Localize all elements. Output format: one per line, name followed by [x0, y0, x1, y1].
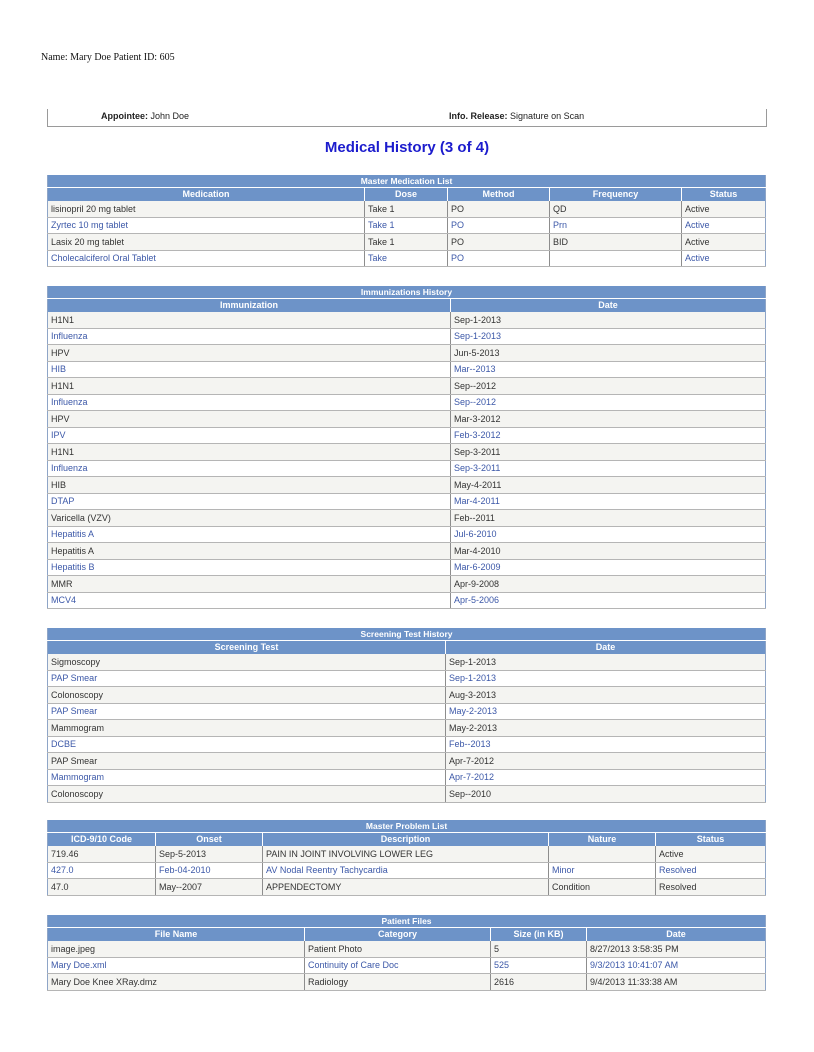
table-cell: PAP Smear [48, 670, 446, 687]
table-cell: Mammogram [48, 769, 446, 786]
table-cell: Feb--2011 [451, 510, 766, 527]
table-cell: May-2-2013 [446, 703, 766, 720]
table-cell: Sep--2012 [451, 378, 766, 395]
table-row [48, 879, 766, 896]
table-cell: Prn [550, 217, 682, 234]
column-header: Status [682, 188, 766, 202]
table-cell: 9/3/2013 10:41:07 AM [587, 957, 766, 974]
table-row [48, 846, 766, 862]
table-cell: Apr-7-2012 [446, 753, 766, 770]
table-row [48, 736, 766, 753]
table-row [48, 654, 766, 670]
table-cell: Active [682, 250, 766, 267]
table-row [48, 576, 766, 593]
table-cell: May-2-2013 [446, 720, 766, 737]
table-cell: PO [448, 217, 550, 234]
table-row [48, 378, 766, 395]
table-cell: Cholecalciferol Oral Tablet [48, 250, 365, 267]
column-header: ICD-9/10 Code [48, 833, 156, 847]
table-row [48, 510, 766, 527]
table-cell: Take 1 [365, 201, 448, 217]
table-cell: Mar--2013 [451, 361, 766, 378]
table-cell: Sep-5-2013 [156, 846, 263, 862]
table-cell: MCV4 [48, 592, 451, 609]
table-cell: Aug-3-2013 [446, 687, 766, 704]
table-cell: Colonoscopy [48, 687, 446, 704]
table-cell: Mar-4-2010 [451, 543, 766, 560]
table-cell: Sigmoscopy [48, 654, 446, 670]
page-title: Medical History (3 of 4) [324, 139, 490, 156]
section-title: Screening Test History [48, 628, 766, 641]
table-cell: PAIN IN JOINT INVOLVING LOWER LEG [263, 846, 549, 862]
table-cell: Take 1 [365, 234, 448, 251]
table-cell [550, 250, 682, 267]
table-row [48, 460, 766, 477]
section-title: Master Problem List [48, 820, 766, 833]
table-row [48, 250, 766, 267]
appointee-field [101, 111, 189, 121]
table-cell: Apr-5-2006 [451, 592, 766, 609]
column-header: Screening Test [48, 641, 446, 655]
table-cell: Take [365, 250, 448, 267]
table-row [48, 217, 766, 234]
table-row [48, 361, 766, 378]
section-title: Master Medication List [48, 175, 766, 188]
column-header: Medication [48, 188, 365, 202]
screening-table [47, 627, 766, 803]
table-cell: Mar-3-2012 [451, 411, 766, 428]
table-row [48, 526, 766, 543]
table-cell: Mary Doe.xml [48, 957, 305, 974]
table-cell: 47.0 [48, 879, 156, 896]
table-row [48, 941, 766, 957]
table-cell: Sep-1-2013 [446, 670, 766, 687]
table-cell: H1N1 [48, 378, 451, 395]
table-cell: Mar-6-2009 [451, 559, 766, 576]
table-row [48, 592, 766, 609]
table-cell: Active [682, 234, 766, 251]
table-cell: Sep--2010 [446, 786, 766, 803]
column-header: Status [656, 833, 766, 847]
table-cell: PAP Smear [48, 703, 446, 720]
table-cell: 525 [491, 957, 587, 974]
column-header: Date [587, 928, 766, 942]
table-cell: H1N1 [48, 312, 451, 328]
table-cell: Feb-3-2012 [451, 427, 766, 444]
table-cell: Mar-4-2011 [451, 493, 766, 510]
table-cell: Take 1 [365, 217, 448, 234]
table-cell: Jul-6-2010 [451, 526, 766, 543]
table-cell: Patient Photo [305, 941, 491, 957]
table-cell: Sep-3-2011 [451, 444, 766, 461]
column-header: Immunization [48, 299, 451, 313]
column-header: Nature [549, 833, 656, 847]
table-row [48, 477, 766, 494]
table-cell: QD [550, 201, 682, 217]
appointee-value: John Doe [150, 111, 190, 121]
table-row [48, 786, 766, 803]
table-cell: 427.0 [48, 862, 156, 879]
column-header: Category [305, 928, 491, 942]
section-title: Immunizations History [48, 286, 766, 299]
table-cell: Mammogram [48, 720, 446, 737]
patient-identifier: Name: Mary Doe Patient ID: 605 [41, 52, 175, 63]
table-cell: Colonoscopy [48, 786, 446, 803]
table-cell: Active [682, 217, 766, 234]
table-row [48, 394, 766, 411]
table-cell: APPENDECTOMY [263, 879, 549, 896]
table-cell: IPV [48, 427, 451, 444]
table-cell: 8/27/2013 3:58:35 PM [587, 941, 766, 957]
table-cell: MMR [48, 576, 451, 593]
table-cell: Sep-1-2013 [451, 312, 766, 328]
table-cell: 5 [491, 941, 587, 957]
table-cell: 9/4/2013 11:33:38 AM [587, 974, 766, 991]
info-release-label: Info. Release: [449, 111, 508, 121]
table-row [48, 427, 766, 444]
info-release-value: Signature on Scan [510, 111, 585, 121]
table-row [48, 493, 766, 510]
table-row [48, 201, 766, 217]
table-row [48, 974, 766, 991]
table-row [48, 312, 766, 328]
table-cell: Influenza [48, 460, 451, 477]
section-title: Patient Files [48, 915, 766, 928]
table-row [48, 687, 766, 704]
problem-table [47, 819, 766, 896]
table-cell: Varicella (VZV) [48, 510, 451, 527]
table-cell: Mary Doe Knee XRay.dmz [48, 974, 305, 991]
table-cell: Active [682, 201, 766, 217]
table-cell: May-4-2011 [451, 477, 766, 494]
table-cell: Influenza [48, 328, 451, 345]
table-cell: Hepatitis B [48, 559, 451, 576]
column-header: File Name [48, 928, 305, 942]
table-cell: Feb--2013 [446, 736, 766, 753]
table-cell: AV Nodal Reentry Tachycardia [263, 862, 549, 879]
table-cell: Influenza [48, 394, 451, 411]
table-cell: lisinopril 20 mg tablet [48, 201, 365, 217]
table-cell: Sep-1-2013 [451, 328, 766, 345]
table-cell: Minor [549, 862, 656, 879]
column-header: Size (in KB) [491, 928, 587, 942]
table-cell: Condition [549, 879, 656, 896]
table-cell: HIB [48, 477, 451, 494]
table-cell: Feb-04-2010 [156, 862, 263, 879]
table-row [48, 345, 766, 362]
patient-files-table [47, 914, 766, 991]
table-cell: Active [656, 846, 766, 862]
column-header: Date [446, 641, 766, 655]
table-row [48, 559, 766, 576]
table-cell: 2616 [491, 974, 587, 991]
table-row [48, 670, 766, 687]
table-cell: HPV [48, 345, 451, 362]
column-header: Date [451, 299, 766, 313]
table-cell: Hepatitis A [48, 526, 451, 543]
table-cell: 719.46 [48, 846, 156, 862]
table-row [48, 769, 766, 786]
table-cell: Sep-1-2013 [446, 654, 766, 670]
table-row [48, 703, 766, 720]
table-row [48, 444, 766, 461]
column-header: Onset [156, 833, 263, 847]
table-row [48, 328, 766, 345]
table-row [48, 862, 766, 879]
column-header: Description [263, 833, 549, 847]
table-cell: Hepatitis A [48, 543, 451, 560]
table-cell: Apr-9-2008 [451, 576, 766, 593]
table-cell: image.jpeg [48, 941, 305, 957]
medication-table [47, 174, 766, 267]
table-cell: PAP Smear [48, 753, 446, 770]
column-header: Frequency [550, 188, 682, 202]
immunization-table [47, 285, 766, 609]
table-row [48, 957, 766, 974]
table-cell: DTAP [48, 493, 451, 510]
table-cell: DCBE [48, 736, 446, 753]
table-cell: Apr-7-2012 [446, 769, 766, 786]
table-cell: May--2007 [156, 879, 263, 896]
table-cell: Resolved [656, 862, 766, 879]
column-header: Dose [365, 188, 448, 202]
table-cell: Sep-3-2011 [451, 460, 766, 477]
table-cell: Zyrtec 10 mg tablet [48, 217, 365, 234]
table-row [48, 411, 766, 428]
table-cell: Sep--2012 [451, 394, 766, 411]
table-cell: Resolved [656, 879, 766, 896]
table-cell: Radiology [305, 974, 491, 991]
table-row [48, 234, 766, 251]
table-row [48, 543, 766, 560]
table-cell: PO [448, 201, 550, 217]
table-cell: BID [550, 234, 682, 251]
table-cell: Jun-5-2013 [451, 345, 766, 362]
appointee-info-row [47, 109, 767, 127]
appointee-label: Appointee: [101, 111, 148, 121]
table-cell: PO [448, 250, 550, 267]
column-header: Method [448, 188, 550, 202]
table-cell: HIB [48, 361, 451, 378]
table-cell: HPV [48, 411, 451, 428]
table-cell: H1N1 [48, 444, 451, 461]
info-release-field [449, 111, 584, 121]
table-cell [549, 846, 656, 862]
table-cell: Lasix 20 mg tablet [48, 234, 365, 251]
table-cell: Continuity of Care Doc [305, 957, 491, 974]
table-row [48, 720, 766, 737]
table-cell: PO [448, 234, 550, 251]
table-row [48, 753, 766, 770]
